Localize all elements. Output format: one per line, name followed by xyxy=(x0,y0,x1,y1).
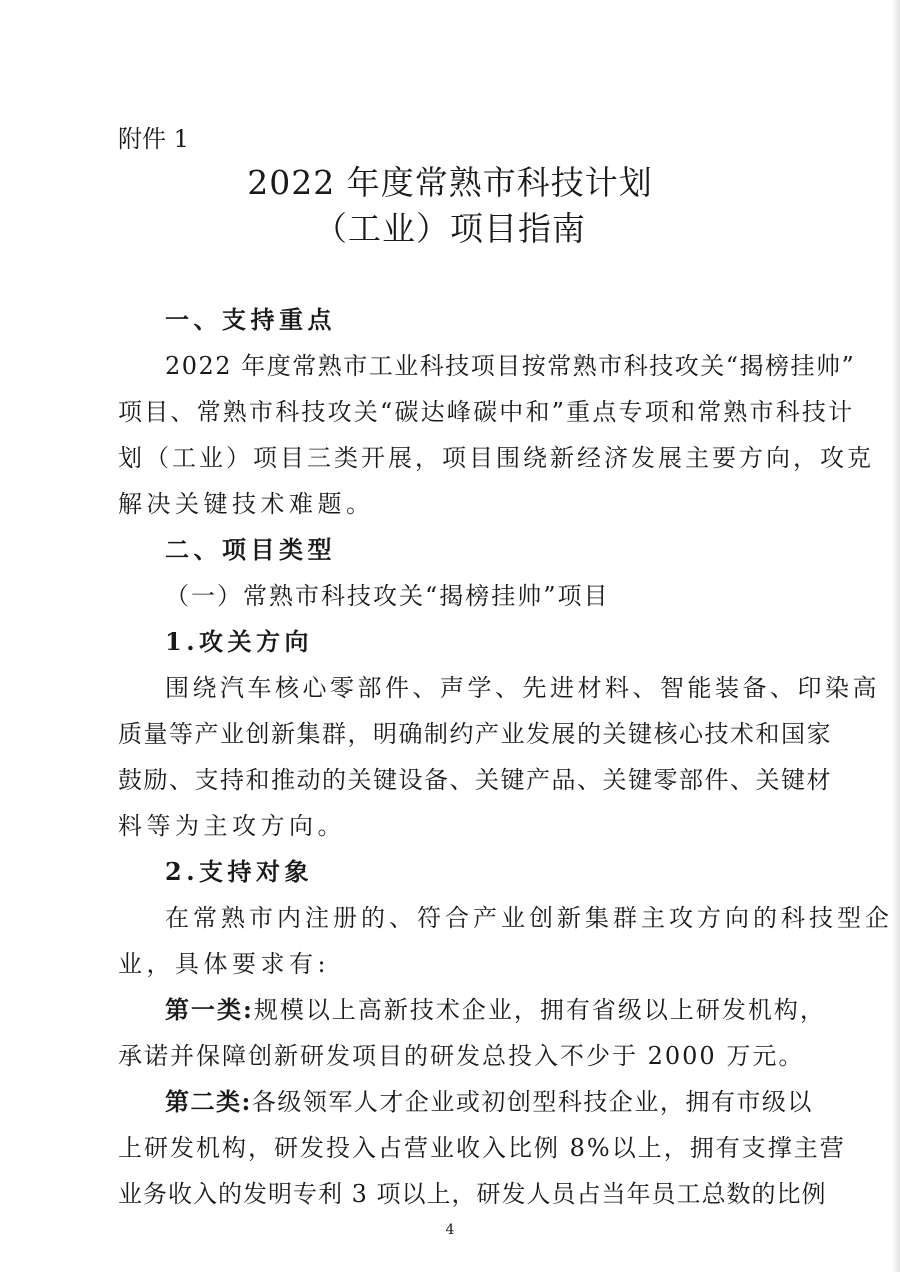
page-number: 4 xyxy=(445,1222,455,1238)
subsection1-heading: （一）常熟市科技攻关“揭榜挂帅”项目 xyxy=(165,582,610,610)
section1-paragraph-line: 划（工业）项目三类开展，项目围绕新经济发展主要方向，攻克 xyxy=(118,444,874,472)
item1-paragraph-line: 围绕汽车核心零部件、声学、先进材料、智能装备、印染高 xyxy=(165,674,880,702)
item2-heading: 2.支持对象 xyxy=(165,857,314,886)
category2-line: 业务收入的发明专利 3 项以上，研发人员占当年员工总数的比例 xyxy=(118,1180,827,1208)
section2-heading: 二、项目类型 xyxy=(165,535,336,564)
attachment-label: 附件 1 xyxy=(118,125,189,153)
item2-paragraph-line: 在常熟市内注册的、符合产业创新集群主攻方向的科技型企 xyxy=(165,904,893,932)
category2-label: 第二类: xyxy=(165,1087,252,1116)
category2-text: 各级领军人才企业或初创型科技企业，拥有市级以 xyxy=(251,1088,813,1116)
section1-paragraph-line: 项目、常熟市科技攻关“碳达峰碳中和”重点专项和常熟市科技计 xyxy=(118,398,855,426)
section1-heading: 一、支持重点 xyxy=(165,305,336,334)
section1-paragraph-line: 2022 年度常熟市工业科技项目按常熟市科技攻关“揭榜挂帅” xyxy=(165,352,856,380)
category1-line: 承诺并保障创新研发项目的研发总投入不少于 2000 万元。 xyxy=(118,1042,805,1070)
category1-text: 规模以上高新技术企业，拥有省级以上研发机构， xyxy=(253,996,826,1024)
category2-line xyxy=(165,1082,813,1117)
document-title-line2: （工业）项目指南 xyxy=(314,209,586,248)
category1-line xyxy=(165,990,826,1025)
item2-paragraph-line: 业，具体要求有: xyxy=(118,950,331,978)
document-title-line1: 2022 年度常熟市科技计划 xyxy=(247,163,653,202)
category2-line: 上研发机构，研发投入占营业收入比例 8%以上，拥有支撑主营 xyxy=(118,1134,846,1162)
item1-paragraph-line: 质量等产业创新集群，明确制约产业发展的关键核心技术和国家 xyxy=(118,720,832,748)
section1-paragraph-line: 解决关键技术难题。 xyxy=(118,490,375,518)
item1-heading: 1.攻关方向 xyxy=(165,627,314,656)
category1-label: 第一类: xyxy=(165,995,254,1024)
item1-paragraph-line: 料等为主攻方向。 xyxy=(118,812,346,840)
item1-paragraph-line: 鼓励、支持和推动的关键设备、关键产品、关键零部件、关键材 xyxy=(118,766,832,794)
